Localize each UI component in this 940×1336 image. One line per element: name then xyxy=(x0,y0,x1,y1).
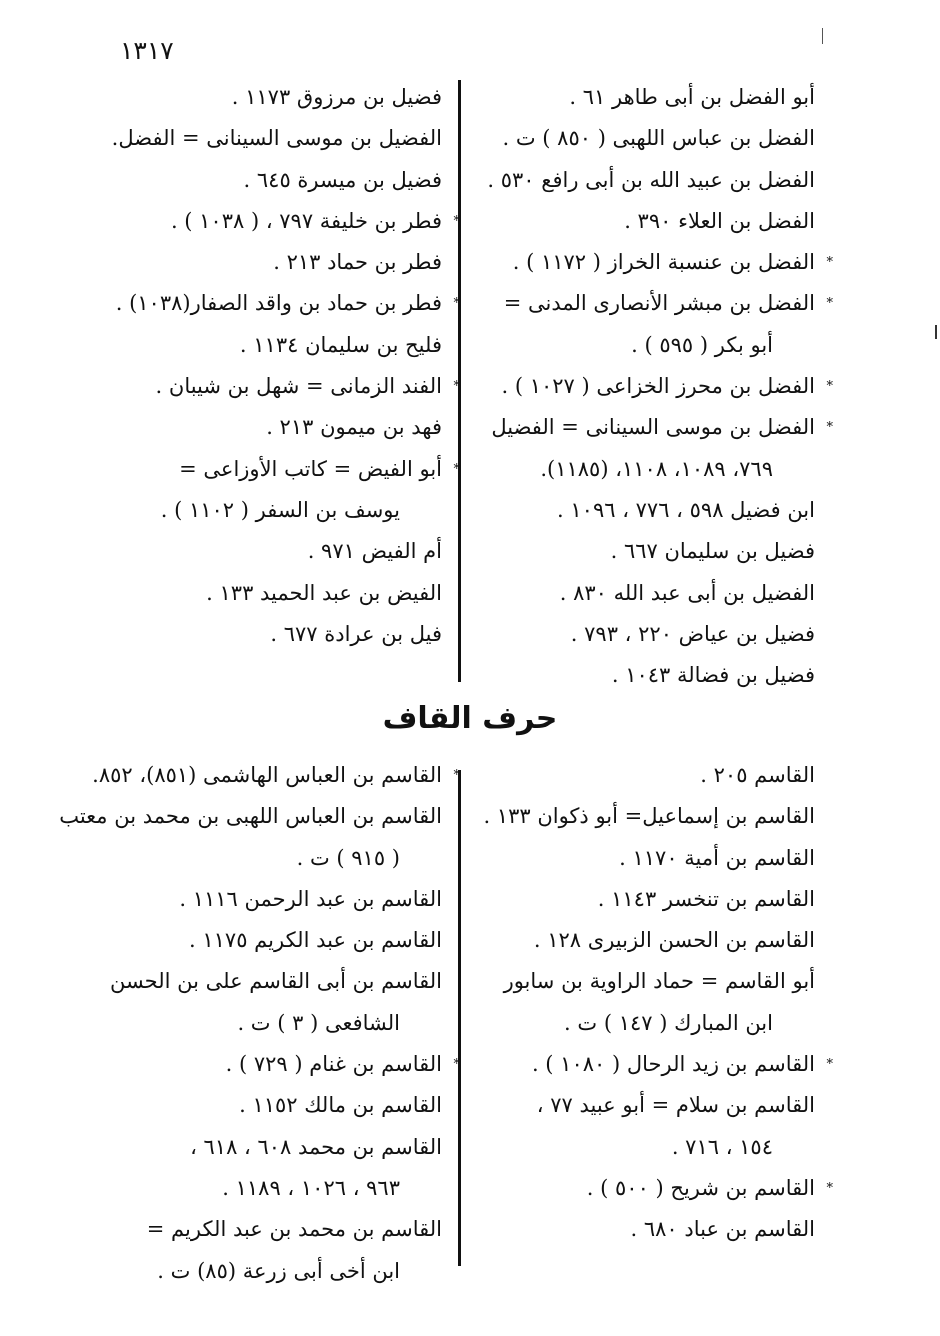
index-entry-line xyxy=(92,77,442,118)
entry-text: أبو الفيض = كاتب الأوزاعى = xyxy=(179,456,442,481)
index-entry-line xyxy=(480,325,815,366)
star-marker: * xyxy=(453,1057,460,1073)
entry-text: القاسم بن تنخسر ١١٤٣ . xyxy=(597,886,815,911)
index-entry-line xyxy=(480,201,815,242)
entry-text: الفضل بن عباس اللهبى ( ٨٥٠ ) ت . xyxy=(502,126,815,151)
entry-text: الفضيل بن موسى السينانى = الفضل. xyxy=(111,126,442,151)
index-entry-line xyxy=(480,242,833,283)
entry-text: القاسم بن أمية ١١٧٠ . xyxy=(619,845,815,870)
index-entry-line xyxy=(480,755,815,796)
entry-text: الفضل بن عنسبة الخراز ( ١١٧٢ ) . xyxy=(512,250,815,275)
index-column-right-bottom xyxy=(480,755,833,1251)
index-entry-line xyxy=(92,242,442,283)
index-column-right-top xyxy=(480,77,833,696)
entry-text: فضيل بن سليمان ٦٦٧ . xyxy=(610,539,815,564)
star-marker: * xyxy=(826,1057,833,1073)
index-entry-line xyxy=(92,614,442,655)
entry-text: الفيض بن عبد الحميد ١٣٣ . xyxy=(206,580,442,605)
entry-text: فطر بن حماد بن واقد الصفار(١٠٣٨) . xyxy=(115,291,442,316)
index-entry-line xyxy=(480,118,815,159)
index-entry-line xyxy=(92,201,460,242)
entry-text: فطر بن حماد ٢١٣ . xyxy=(273,250,442,275)
index-column-left-top xyxy=(92,77,460,655)
entry-text: أبو بكر ( ٥٩٥ ) . xyxy=(631,332,773,357)
star-marker: * xyxy=(453,213,460,229)
entry-text: ابن أخى أبى زرعة (٨٥) ت . xyxy=(157,1258,400,1283)
entry-text: فضيل بن عياض ٢٢٠ ، ٧٩٣ . xyxy=(570,621,815,646)
margin-tick xyxy=(822,28,823,44)
entry-text: الفند الزمانى = شهل بن شيبان . xyxy=(155,374,442,399)
entry-text: الفضل بن عبيد الله بن أبى رافع ٥٣٠ . xyxy=(487,167,815,192)
index-entry-line xyxy=(480,531,815,572)
entry-text: القاسم بن سلام = أبو عبيد ٧٧ ، xyxy=(536,1093,815,1118)
entry-text: الفضل بن العلاء ٣٩٠ . xyxy=(624,208,815,233)
star-marker: * xyxy=(826,379,833,395)
index-entry-line xyxy=(92,118,442,159)
index-entry-line xyxy=(92,366,460,407)
entry-text: القاسم بن محمد بن عبد الكريم = xyxy=(146,1217,442,1242)
index-entry-line xyxy=(480,77,815,118)
entry-text: القاسم بن عبد الرحمن ١١١٦ . xyxy=(179,886,442,911)
entry-text: فطر بن خليفة ٧٩٧ ، ( ١٠٣٨ ) . xyxy=(170,208,442,233)
index-entry-line xyxy=(480,1127,815,1168)
entry-text: القاسم بن العباس اللهبى بن محمد بن معتب xyxy=(59,804,442,829)
index-entry-line xyxy=(92,573,442,614)
index-entry-line xyxy=(92,838,442,879)
index-entry-line xyxy=(480,1003,815,1044)
index-entry-line xyxy=(480,490,815,531)
section-title: حرف القاف xyxy=(382,701,558,736)
index-entry-line xyxy=(92,755,460,796)
index-entry-line xyxy=(480,1085,815,1126)
entry-text: فيل بن عرادة ٦٧٧ . xyxy=(270,621,442,646)
star-marker: * xyxy=(826,255,833,271)
index-entry-line xyxy=(59,796,442,837)
index-entry-line xyxy=(92,1168,442,1209)
entry-text: فضيل بن فضالة ١٠٤٣ . xyxy=(611,663,815,688)
index-entry-line xyxy=(92,879,442,920)
index-entry-line xyxy=(92,160,442,201)
index-entry-line xyxy=(92,1209,442,1250)
entry-text: فهد بن ميمون ٢١٣ . xyxy=(266,415,442,440)
index-entry-line xyxy=(480,961,815,1002)
entry-text: أبو القاسم = حماد الراوية بن سابور xyxy=(503,969,815,994)
index-entry-line xyxy=(92,961,442,1002)
index-entry-line xyxy=(92,283,460,324)
index-entry-line xyxy=(480,920,815,961)
index-entry-line xyxy=(92,1044,460,1085)
index-entry-line xyxy=(92,1127,442,1168)
index-entry-line xyxy=(480,283,833,324)
star-marker: * xyxy=(453,296,460,312)
star-marker: * xyxy=(826,420,833,436)
entry-text: يوسف بن السفر ( ١١٠٢ ) . xyxy=(160,497,400,522)
entry-text: أم الفيض ٩٧١ . xyxy=(307,539,442,564)
index-entry-line xyxy=(92,920,442,961)
entry-text: القاسم بن مالك ١١٥٢ . xyxy=(239,1093,442,1118)
index-entry-line xyxy=(480,1044,833,1085)
entry-text: أبو الفضل بن أبى طاهر ٦١ . xyxy=(569,85,815,109)
entry-text: القاسم ٢٠٥ . xyxy=(700,763,815,787)
index-entry-line xyxy=(480,573,815,614)
entry-text: القاسم بن أبى القاسم على بن الحسن xyxy=(109,969,442,994)
index-entry-line xyxy=(480,1209,815,1250)
entry-text: الفضل بن مبشر الأنصارى المدنى = xyxy=(503,291,815,316)
entry-text: القاسم بن عبد الكريم ١١٧٥ . xyxy=(189,928,442,953)
index-entry-line xyxy=(92,531,442,572)
star-marker: * xyxy=(826,1180,833,1196)
margin-tick xyxy=(935,325,937,339)
index-entry-line xyxy=(92,449,460,490)
index-entry-line xyxy=(92,490,442,531)
entry-text: القاسم بن شريح ( ٥٠٠ ) . xyxy=(586,1175,815,1200)
index-entry-line xyxy=(480,796,815,837)
entry-text: القاسم بن العباس الهاشمى (٨٥١)، ٨٥٢. xyxy=(92,763,442,787)
index-entry-line xyxy=(480,160,815,201)
entry-text: ٩٦٣ ، ١٠٢٦ ، ١١٨٩ . xyxy=(222,1175,400,1200)
index-entry-line xyxy=(480,838,815,879)
entry-text: ابن فضيل ٥٩٨ ، ٧٧٦ ، ١٠٩٦ . xyxy=(557,497,815,522)
index-entry-line xyxy=(92,1003,442,1044)
index-entry-line xyxy=(480,407,833,448)
star-marker: * xyxy=(453,768,460,783)
entry-text: القاسم بن زيد الرحال ( ١٠٨٠ ) . xyxy=(531,1052,815,1077)
index-entry-line xyxy=(480,1168,833,1209)
entry-text: الفضيل بن أبى عبد الله ٨٣٠ . xyxy=(559,580,815,605)
index-entry-line xyxy=(92,325,442,366)
entry-text: الفضل بن موسى السينانى = الفضيل xyxy=(491,415,815,440)
page-number: ١٣١٧ xyxy=(120,36,174,65)
entry-text: فضيل بن ميسرة ٦٤٥ . xyxy=(243,167,442,192)
star-marker: * xyxy=(453,461,460,477)
column-divider xyxy=(458,770,461,1266)
entry-text: القاسم بن إسماعيل= أبو ذكوان ١٣٣ . xyxy=(483,804,815,829)
entry-text: القاسم بن غنام ( ٧٢٩ ) . xyxy=(225,1052,442,1077)
index-entry-line xyxy=(92,1251,442,1292)
entry-text: ١٥٤ ، ٧١٦ . xyxy=(671,1134,773,1159)
star-marker: * xyxy=(453,379,460,395)
index-entry-line xyxy=(480,366,833,407)
entry-text: الشافعى ( ٣ ) ت . xyxy=(237,1010,400,1035)
index-entry-line xyxy=(480,614,815,655)
index-entry-line xyxy=(480,449,815,490)
star-marker: * xyxy=(826,296,833,312)
index-column-left-bottom xyxy=(59,755,460,1292)
entry-text: ابن المبارك ( ١٤٧ ) ت . xyxy=(564,1010,773,1035)
index-entry-line xyxy=(480,655,815,696)
index-entry-line xyxy=(92,407,442,448)
entry-text: فليح بن سليمان ١١٣٤ . xyxy=(239,332,442,357)
index-entry-line xyxy=(480,879,815,920)
entry-text: الفضل بن محرز الخزاعى ( ١٠٢٧ ) . xyxy=(501,374,815,399)
entry-text: فضيل بن مرزوق ١١٧٣ . xyxy=(231,85,442,109)
entry-text: القاسم بن عباد ٦٨٠ . xyxy=(630,1217,815,1242)
entry-text: ( ٩١٥ ) ت . xyxy=(296,845,400,870)
index-entry-line xyxy=(92,1085,442,1126)
entry-text: القاسم بن محمد ٦٠٨ ، ٦١٨ ، xyxy=(190,1134,442,1159)
entry-text: القاسم بن الحسن الزبيرى ١٢٨ . xyxy=(533,928,815,953)
entry-text: ٧٦٩، ١٠٨٩، ١١٠٨، (١١٨٥). xyxy=(540,456,773,481)
